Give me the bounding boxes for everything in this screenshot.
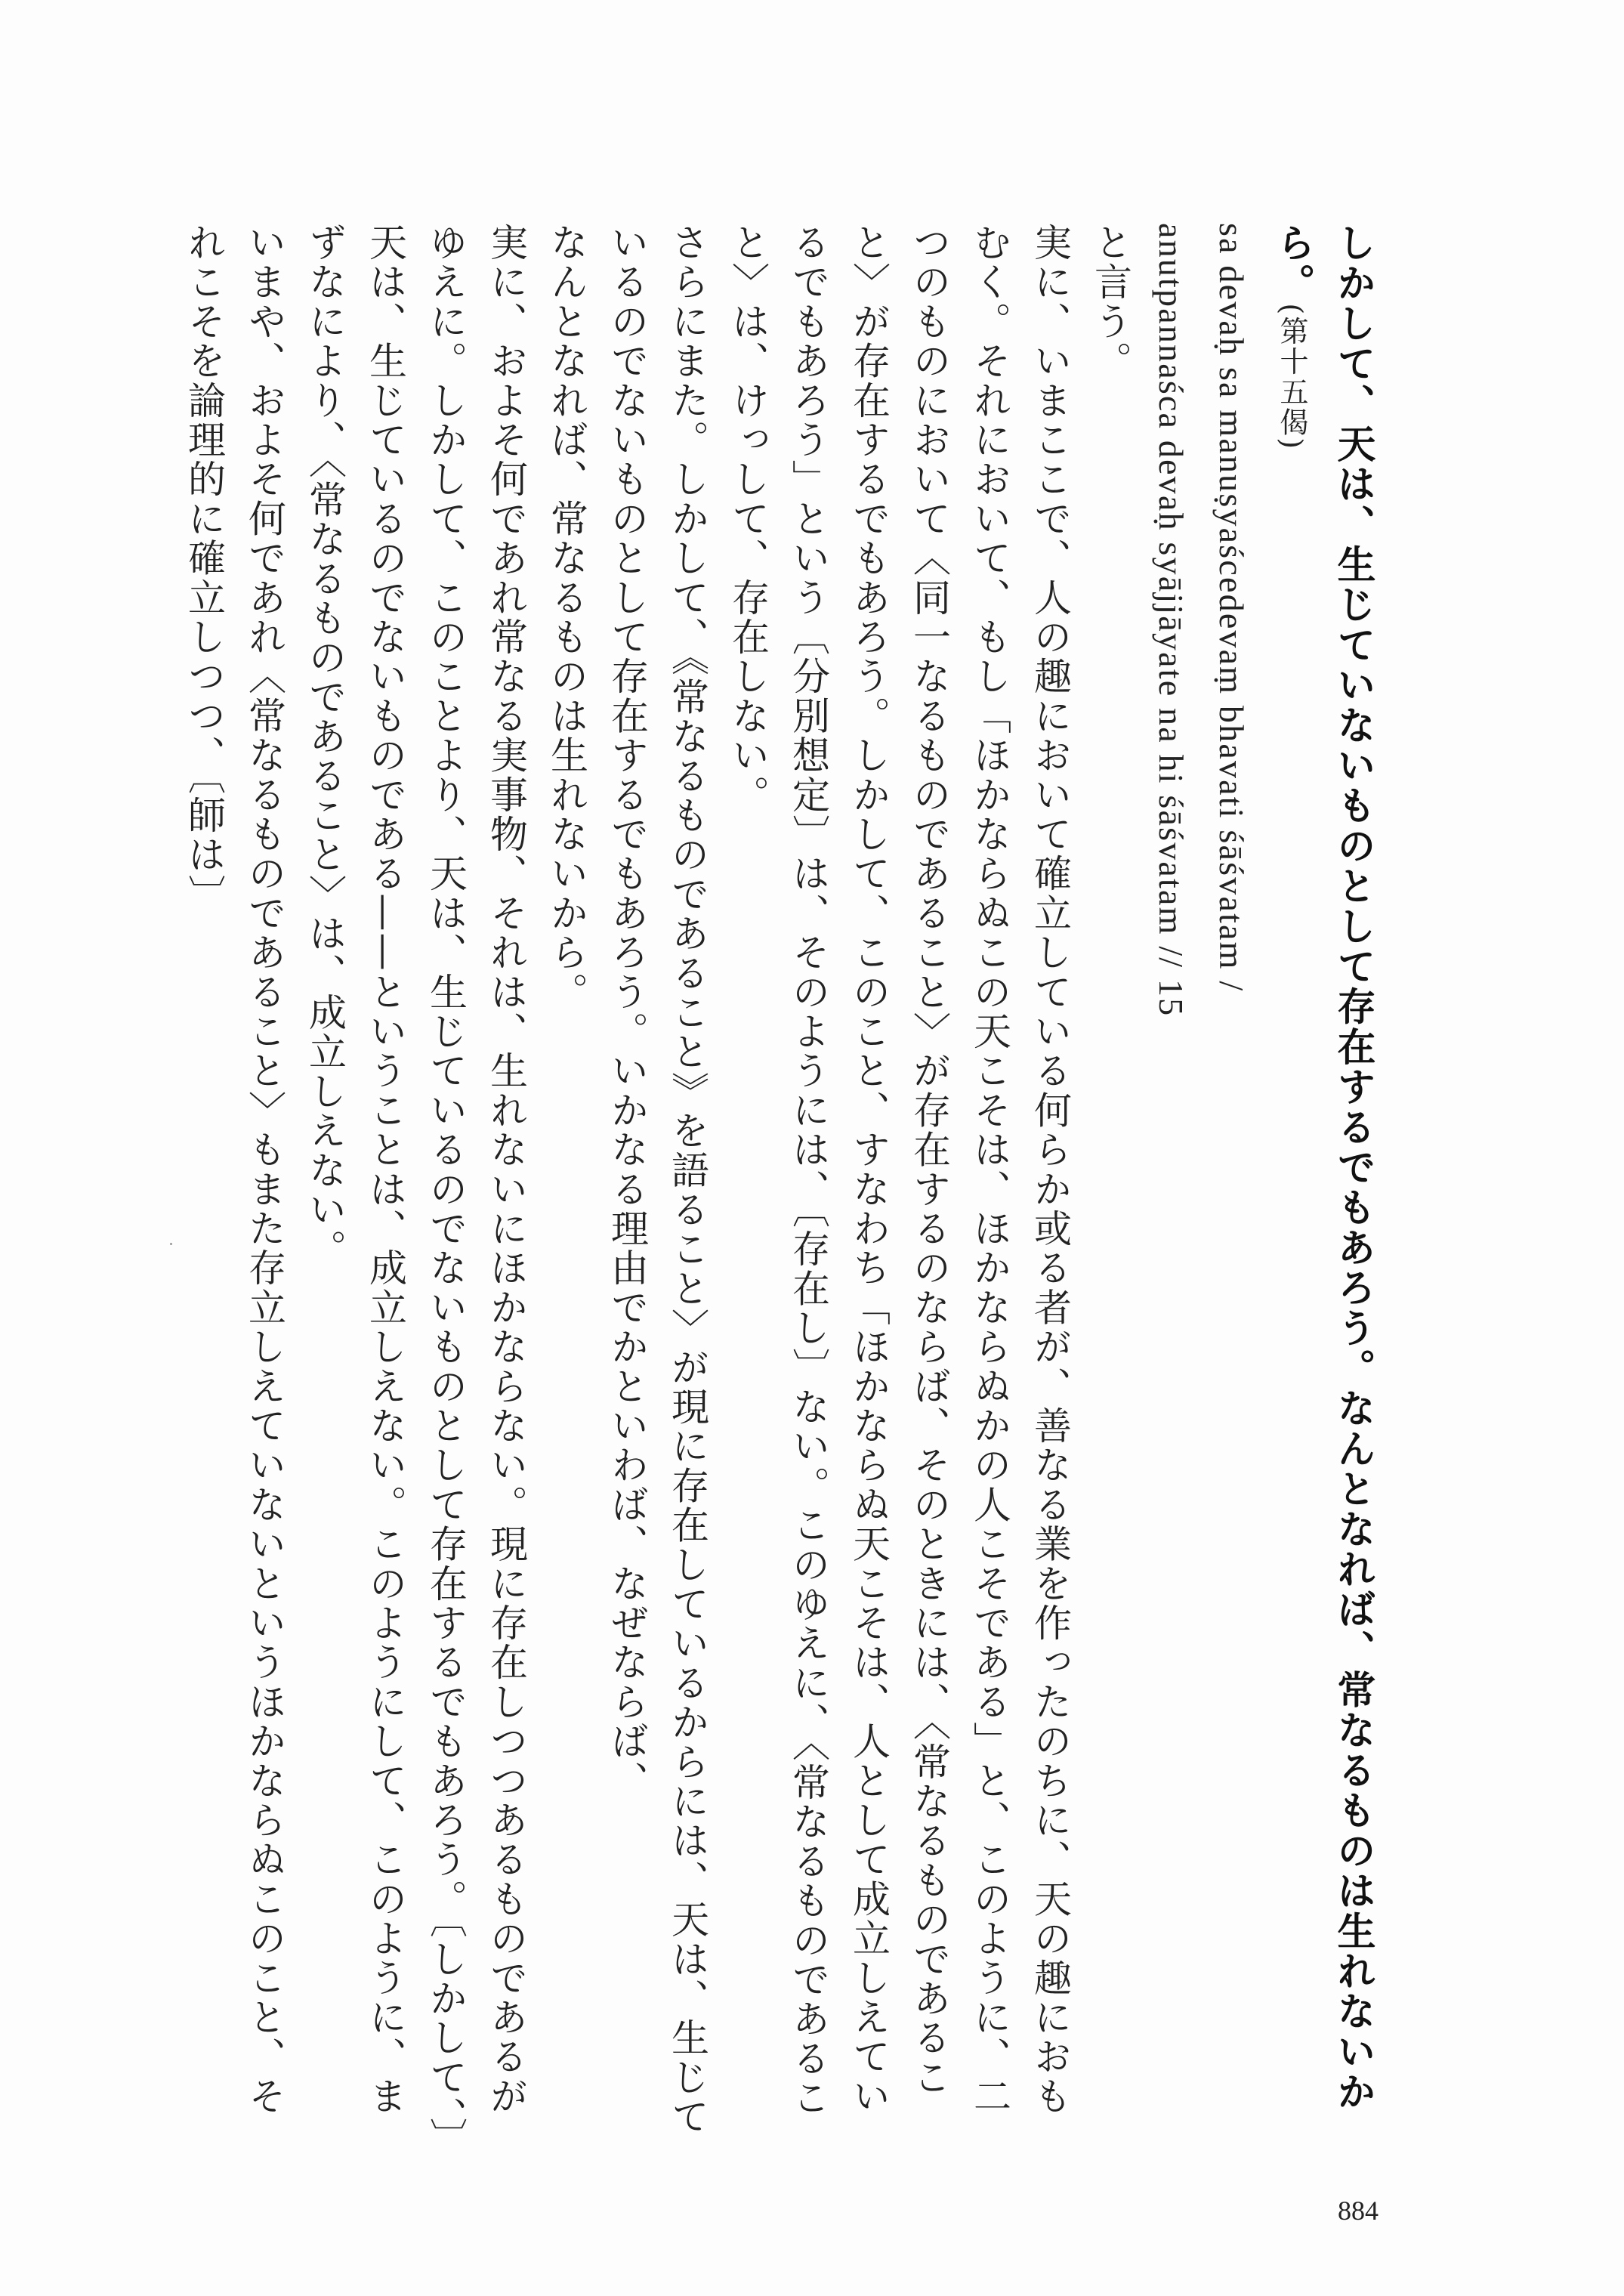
paragraph-2: 実に、いまここで、人の趣において確立している何らか或る者が、善なる業を作ったのちに、天の趣におもむく。それにおいて、もし「ほかならぬこの天こそは、ほかならぬかの人こそである」と、このように、二つのものにおいて〈同一なるものであること〉が存在するのならば、そのときには、〈常なるものであること〉が存在するでもあろう。しかして、このこと、すなわち「ほかならぬ天こそは、人として成立しえているでもあろう」という〔分別想定〕は、そのようには、〔存在し〕ない。このゆえに、〈常なるものであること〉は、けっして、存在しない。 bbox=[726, 223, 1072, 2118]
vertical-body-text bbox=[174, 223, 1382, 2149]
verse-label: (第十五偈) bbox=[1275, 303, 1308, 451]
sanskrit-line-2: anutpannaśca devaḥ syājjāyate na hi śāśvatam // 15 bbox=[1152, 223, 1190, 1018]
sanskrit-line-1: sa devaḥ sa manuṣyaścedevaṃ bhavati śāśvatam / bbox=[1212, 223, 1251, 993]
paragraph-3: さらにまた。しかして、《常なるものであること》を語ること〉が現に存在しているからには、天は、生じているのでないものとして存在するでもあろう。いかなる理由でかといわば、なぜならば、 bbox=[605, 223, 709, 2137]
paragraph-5: 実に、およそ何であれ常なる実事物、それは、生れないにほかならない。現に存在しつつあるものであるがゆえに。しかして、このことより、天は、生じているのでないものとして存在するでもあろう。〔しかして、〕天は、生じているのでないものである——ということは、成立しえない。このようにして、このように、まずなにより、〈常なるものであること〉は、成立しえない。 bbox=[303, 223, 528, 2138]
scan-speck bbox=[170, 1243, 172, 1245]
paragraph-1: と言う。 bbox=[1088, 223, 1132, 381]
page-number: 884 bbox=[1338, 2196, 1379, 2226]
verse-translation bbox=[1261, 223, 1382, 2149]
paragraph-6: いまや、およそ何であれ〈常なるものであること〉もまた存立しえていないというほかならぬこのこと、それこそを論理的に確立しつつ、〔師は〕 bbox=[182, 223, 286, 2116]
verse-main-text: しかして、天は、生じていないものとして存在するでもあろう。なんとなれば、常なるものは生れないから。 bbox=[1270, 223, 1375, 2112]
paragraph-4-quote: なんとなれば、常なるものは生れないから。 bbox=[545, 223, 588, 1012]
